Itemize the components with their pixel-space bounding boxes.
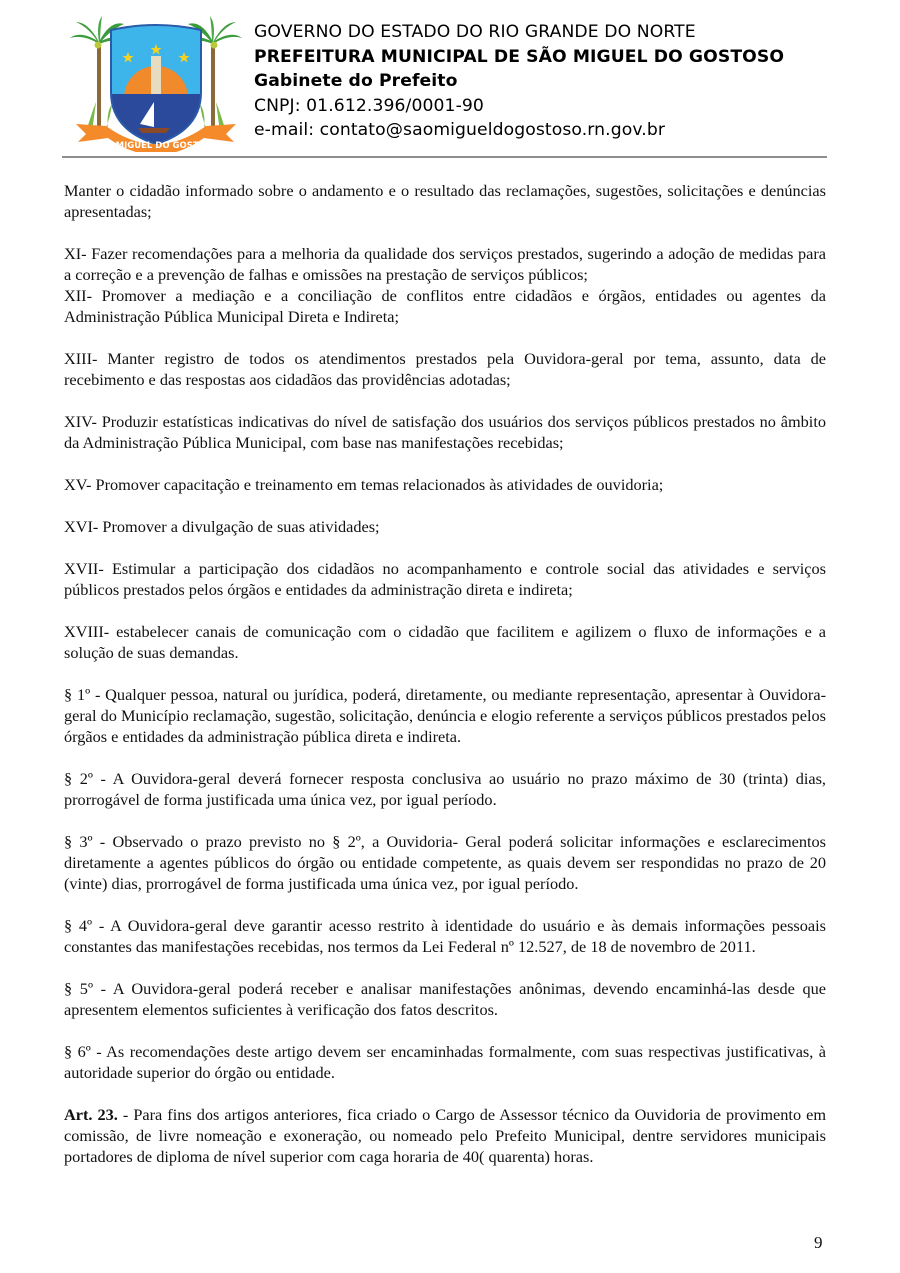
letterhead bbox=[62, 12, 828, 158]
paragraph-section-5: § 5º - A Ouvidora-geral poderá receber e analisar manifestações anônimas, devendo encaminhá-las desde que apresentem elementos suficientes à verificação dos fatos descritos. bbox=[64, 979, 826, 1019]
header-divider bbox=[62, 156, 827, 158]
paragraph-xi: XI- Fazer recomendações para a melhoria da qualidade dos serviços prestados, sugerindo a adoção de medidas para a correção e a prevenção de falhas e omissões na prestação de serviços públicos; bbox=[64, 244, 826, 284]
letterhead-text bbox=[254, 20, 784, 143]
paragraph-xviii: XVIII- estabelecer canais de comunicação com o cidadão que facilitem e agilizem o fluxo de informações e a solução de suas demandas. bbox=[64, 622, 826, 662]
paragraph-section-2: § 2º - A Ouvidora-geral deverá fornecer resposta conclusiva ao usuário no prazo máximo de 30 (trinta) dias, prorrogável de forma justificada uma única vez, por igual período. bbox=[64, 769, 826, 809]
email-text: e-mail: contato@saomigueldogostoso.rn.gov.br bbox=[254, 120, 666, 140]
municipality-name: PREFEITURA MUNICIPAL DE SÃO MIGUEL DO GOSTOSO bbox=[254, 46, 785, 67]
paragraph-xv: XV- Promover capacitação e treinamento em temas relacionados às atividades de ouvidoria; bbox=[64, 475, 664, 494]
cnpj-text: CNPJ: 01.612.396/0001-90 bbox=[254, 95, 484, 116]
paragraph-section-3: § 3º - Observado o prazo previsto no § 2º, a Ouvidoria- Geral poderá solicitar informações e esclarecimentos diretamente a agentes públicos do órgão ou entidade competente, as quais devem ser respondidas no prazo de 20 (vinte) dias, prorrogável de forma justificada uma única vez, por igual período. bbox=[64, 832, 826, 893]
article-23 bbox=[64, 1104, 826, 1167]
paragraph-xvi: XVI- Promover a divulgação de suas atividades; bbox=[64, 517, 380, 536]
document-body bbox=[64, 180, 826, 1167]
paragraph-section-4: § 4º - A Ouvidora-geral deve garantir acesso restrito à identidade do usuário e às demais informações pessoais constantes das manifestações recebidas, nos termos da Lei Federal nº 12.527, de 18 de novembro de 2011. bbox=[64, 916, 826, 956]
paragraph-xvii: XVII- Estimular a participação dos cidadãos no acompanhamento e controle social das atividades e serviços públicos prestados pelos órgãos e entidades da administração direta e indireta; bbox=[64, 559, 826, 599]
article-label: Art. 23. bbox=[64, 1105, 118, 1124]
svg-text:SÃO MIGUEL DO GOSTOSO: SÃO MIGUEL DO GOSTOSO bbox=[92, 141, 220, 151]
page-number: 9 bbox=[814, 1233, 823, 1252]
government-name: GOVERNO DO ESTADO DO RIO GRANDE DO NORTE bbox=[254, 22, 696, 42]
paragraph-xiii: XIII- Manter registro de todos os atendimentos prestados pela Ouvidora-geral por tema, assunto, data de recebimento e das respostas aos cidadãos das providências adotadas; bbox=[64, 349, 826, 389]
article-text: - Para fins dos artigos anteriores, fica criado o Cargo de Assessor técnico da Ouvidoria de provimento em comissão, de livre nomeação e exoneração, ou nomeado pelo Prefeito Municipal, dentre servidores municipais portadores de diploma de nível superior com caga horaria de 40( quarenta) horas. bbox=[64, 1105, 826, 1166]
paragraph-xii: XII- Promover a mediação e a conciliação de conflitos entre cidadãos e órgãos, entidades ou agentes da Administração Pública Municipal Direta e Indireta; bbox=[64, 286, 826, 326]
paragraph-section-1: § 1º - Qualquer pessoa, natural ou jurídica, poderá, diretamente, ou mediante representação, apresentar à Ouvidora-geral do Município reclamação, sugestão, solicitação, denúncia e elogio referente a serviços públicos prestados pelos órgãos e entidades da administração pública direta e indireta. bbox=[64, 685, 826, 746]
paragraph-x-continuation: Manter o cidadão informado sobre o andamento e o resultado das reclamações, sugestões, solicitações e denúncias apresentadas; bbox=[64, 181, 826, 221]
coat-of-arms-icon bbox=[66, 12, 246, 152]
paragraph-section-6: § 6º - As recomendações deste artigo devem ser encaminhadas formalmente, com suas respectivas justificativas, à autoridade superior do órgão ou entidade. bbox=[64, 1042, 826, 1082]
paragraph-xiv: XIV- Produzir estatísticas indicativas do nível de satisfação dos usuários dos serviços públicos prestados no âmbito da Administração Pública Municipal, com base nas manifestações recebidas; bbox=[64, 412, 826, 452]
office-name: Gabinete do Prefeito bbox=[254, 71, 458, 91]
